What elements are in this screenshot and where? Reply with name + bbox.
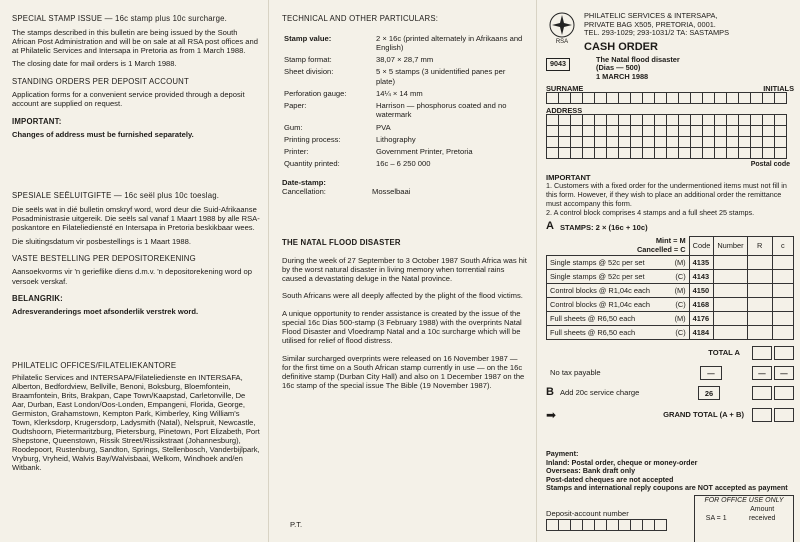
spec-row [284,101,526,121]
no-tax-label: No tax payable [550,368,601,378]
item-number-input[interactable] [714,325,747,339]
spec-key: Stamp value: [284,33,332,43]
datestamp-label: Date-stamp: [282,177,326,187]
stamp-order-row [547,325,794,339]
item-code: 4135 [689,255,714,269]
spec-value: 2 × 16c (printed alternately in Afrikaans and English) [376,33,523,52]
spec-key: Quantity printed: [284,159,340,169]
special-issue-heading: SPECIAL STAMP ISSUE — 16c stamp plus 10c surcharge. [12,14,228,23]
af-closing-date: Die sluitingsdatum vir posbestellings is 1 Maart 1988. [12,236,191,246]
cash-order-title: CASH ORDER [584,40,658,53]
service-charge-code: 26 [698,386,720,400]
cancellation-value: Mosselbaai [372,186,411,196]
payment-block [546,450,794,492]
tax-cents-box: — [774,366,794,380]
surname-field[interactable] [546,93,794,104]
af-important-heading: BELANGRIK: [12,293,63,303]
address-label: ADDRESS [546,105,583,115]
item-label-cell [547,297,690,311]
offices-text: Philatelic Services and INTERSAPA/Filateliedienste en INTERSAFA, Alberton, Bedfordview, Bellville, Benoni, Boksburg, Bloemfontein, Braamfontein, Brits, Brakpan, Cape Town/Kaapstad, Carletonville, De Aar, Durban, East London/Oos-Londen, Empangeni, Florida, George, Germiston, Grahamstown, Kempton Park, Kimberley, King William's Town, Klerksdorp, Krugersdorp, Ladysmith (Natal), Nelspruit, Newcastle, Oudtshoorn, Pietermaritzburg, Pietersburg, Pinetown, Port Elizabeth, Port Shepstone, Queenstown, Rissik Street/Rissikstraat (Johannesburg), Roodepoort, Rustenburg, Sandton, Springs, Stellenbosch, Vanderbijlpark, Vryburg, Vryheid, Walvis Bay/Walvisbaai, Welkom, Windhoek and/en Witbank. [12,373,260,472]
standing-orders-text: Application forms for a convenient service provided through a deposit account are supplied on request. [12,90,245,109]
spec-key: Printing process: [284,134,341,144]
spec-value: 16c – 6 250 000 [376,159,431,169]
item-cents-input[interactable] [772,297,793,311]
payment-heading: Payment: [546,449,579,459]
item-rand-input[interactable] [747,255,772,269]
item-label-cell [547,255,690,269]
stamp-order-row [547,311,794,325]
header-cents: c [772,236,793,255]
item-code: 4150 [689,283,714,297]
item-code: 4168 [689,297,714,311]
spec-row [284,55,526,65]
postal-code-label: Postal code [750,160,790,168]
offices-heading: PHILATELIC OFFICES/FILATELIEKANTORE [12,360,177,370]
standing-orders-heading: STANDING ORDERS PER DEPOSIT ACCOUNT [12,76,189,86]
item-cents-input[interactable] [772,269,793,283]
address-line-2: PRIVATE BAG X505, PRETORIA, 0001. [584,19,716,29]
legend-cancelled: Cancelled = C [636,244,686,254]
section-a-header [546,220,794,233]
spec-row [284,147,526,157]
flood-paragraph-1: During the week of 27 September to 3 October 1987 South Africa was hit by the worst natural disaster in living memory when torrential rains caused a devastating deluge in the Natal province. [282,255,527,283]
item-label: Full sheets @ R6,50 each [550,327,636,337]
stamp-order-row [547,283,794,297]
section-a-title: STAMPS: 2 × (16c + 10c) [559,222,648,232]
item-rand-input[interactable] [747,269,772,283]
cancellation-row [282,187,528,196]
subtitle-line-1: The Natal flood disaster [596,54,680,64]
service-cents-box[interactable] [774,386,794,400]
initials-label: INITIALS [763,83,794,93]
flood-heading: THE NATAL FLOOD DISASTER [282,238,401,247]
spec-key: Paper: [284,101,307,110]
item-type: (M) [674,285,686,295]
order-important-1: 1. Customers with a fixed order for the undermentioned items must not fill in this form. However, if they wish to place an additional order the remittance must accompany this form. [546,181,787,208]
section-a-letter: A [546,220,554,233]
af-important-text: Adresveranderings moet afsonderlik verstrek word. [12,307,199,317]
post-logo [546,12,578,54]
payment-line-3: Post-dated cheques are not accepted [546,474,674,484]
item-label: Single stamps @ 52c per set [550,271,645,281]
grand-total-rand-box[interactable] [752,408,772,422]
address-field[interactable] [546,115,794,159]
spec-row [284,123,526,133]
item-number-input[interactable] [714,297,747,311]
spec-value: PVA [376,122,391,132]
af-issue-text: Die seëls wat in dié bulletin omskryf word, word deur die Suid-Afrikaanse Posadministrasie uitgereik. Die seëls sal vanaf 1 Maart 1988 by alle RSA-poskantore en Filateliediensté en Intersapa in Pretoria beskikbaar wees. [12,204,260,233]
item-cents-input[interactable] [772,311,793,325]
item-type: (M) [674,313,686,323]
office-use-label: FOR OFFICE USE ONLY [704,496,784,504]
spec-key: Sheet division: [284,67,334,77]
subtitle-line-3: 1 MARCH 1988 [596,71,649,81]
af-standing-text: Aansoekvorms vir 'n gerieflike diens d.m.v. 'n depositorekening word op versoek verskaf. [12,267,252,286]
address-line-3: TEL. 293-1029; 293-1031/2 TA: SASTAMPS [584,28,730,38]
spec-key: Stamp format: [284,55,332,64]
column-order-form [536,0,800,542]
total-a-rand-box[interactable] [752,346,772,360]
spec-row [284,34,526,54]
total-a-row [546,346,794,360]
item-code: 4176 [689,311,714,325]
spec-value: 5 × 5 stamps (3 unidentified panes per plate) [376,67,506,86]
item-cents-input[interactable] [772,325,793,339]
item-number-input[interactable] [714,283,747,297]
column-info [0,0,268,542]
amount-received-label: Amount received [748,506,776,522]
tax-code-box: — [700,366,722,380]
item-rand-input[interactable] [747,283,772,297]
page-turn: P.T. [290,520,303,529]
tax-rand-box: — [752,366,772,380]
deposit-account-field[interactable] [546,520,686,531]
technical-heading: TECHNICAL AND OTHER PARTICULARS: [282,14,439,23]
deposit-account-label: Deposit-account number [546,508,629,518]
spec-key: Printer: [284,147,309,156]
closing-date: The closing date for mail orders is 1 March 1988. [12,59,177,69]
item-cents-input[interactable] [772,283,793,297]
item-type: (C) [675,327,686,337]
spec-value: 14¼ × 14 mm [376,88,423,98]
flood-paragraph-3: A unique opportunity to render assistance is created by the issue of the special 16c Dias 500-stamp (3 February 1988) with the overprints Natal Flood Disaster and Vloedramp Natal and a 10c surcharge which will be utilised for relief of flood distress. [282,308,522,346]
order-address-block [584,12,729,54]
spec-row [284,67,526,87]
af-issue-heading: SPESIALE SEËLUITGIFTE — 16c seël plus 10c toeslag. [12,191,220,201]
payment-line-4: Stamps and international reply coupons are NOT accepted as payment [546,483,788,493]
tax-row [546,366,794,380]
important-text: Changes of address must be furnished separately. [12,130,194,139]
item-number-input[interactable] [714,269,747,283]
header-code: Code [689,236,714,255]
spec-value: Government Printer, Pretoria [376,147,473,156]
item-label-cell [547,311,690,325]
address-line-1: PHILATELIC SERVICES & INTERSAPA, [584,11,718,20]
item-code: 4143 [689,269,714,283]
total-a-cents-box[interactable] [774,346,794,360]
stamps-table [546,236,794,340]
header-number: Number [714,236,747,255]
sa-label: SA = 1 [705,514,727,522]
section-b-row [546,386,794,400]
payment-line-2: Overseas: Bank draft only [546,466,636,476]
service-charge-label: Add 20c service charge [559,388,640,398]
post-emblem-icon [549,12,575,38]
item-label: Single stamps @ 52c per set [550,257,645,267]
flood-paragraph-2: South Africans were all deeply affected by the plight of the flood victims. [282,291,523,301]
legend-mint: Mint = M [655,236,686,246]
item-rand-input[interactable] [747,311,772,325]
item-number-input[interactable] [714,311,747,325]
specs-table [282,32,528,172]
stamp-order-row [547,255,794,269]
stamp-order-row [547,269,794,283]
rsa-label: RSA [555,39,569,45]
char-box[interactable] [774,147,787,159]
column-technical [268,0,536,542]
item-rand-input[interactable] [747,297,772,311]
important-heading: IMPORTANT: [12,116,62,126]
order-subtitle [596,56,680,82]
office-use-box [694,495,794,542]
special-issue-text: The stamps described in this bulletin are being issued by the South African Post Administration and will be on sale at all RSA post offices and at Philatelic Services and Intersapa in Pretoria as from 1 March 1988. [12,27,258,55]
section-b-letter: B [546,385,554,398]
flood-paragraph-4: Similar surcharged overprints were released on 16 November 1987 — for the first time on a South African stamp currently in use — on the 16c definitive stamp (Durban City Hall) and also on 1 December 1987 on the 16c stamp of the special issue The Bible (19 November 1987). [282,353,525,391]
office-use-fields [698,506,790,523]
surname-label: SURNAME [546,83,584,93]
item-cents-input[interactable] [772,255,793,269]
spec-value: 38,07 × 28,7 mm [376,55,434,64]
service-rand-box[interactable] [752,386,772,400]
cancellation-label: Cancellation: [282,186,326,196]
spec-row [284,159,526,169]
item-type: (C) [675,299,686,309]
payment-line-1: Inland: Postal order, cheque or money-order [546,457,698,467]
total-a-label: TOTAL A [708,348,740,358]
char-box[interactable] [774,92,787,104]
datestamp-row [282,178,528,187]
form-code: 9043 [546,58,570,71]
char-box[interactable] [654,519,667,531]
legend-cell [547,236,690,255]
item-label-cell [547,325,690,339]
spec-row [284,89,526,99]
item-rand-input[interactable] [747,325,772,339]
grand-total-cents-box[interactable] [774,408,794,422]
item-type: (C) [675,271,686,281]
office-row [546,495,794,542]
item-code: 4184 [689,325,714,339]
item-number-input[interactable] [714,255,747,269]
stamp-order-row [547,297,794,311]
grand-total-label: GRAND TOTAL (A + B) [663,410,744,420]
item-type: (M) [674,257,686,267]
spec-key: Perforation gauge: [284,88,347,98]
order-subtitle-row [546,54,794,82]
spec-value: Lithography [376,134,416,144]
deposit-account-block [546,509,686,533]
order-important-2: 2. A control block comprises 4 stamps and a full sheet 25 stamps. [546,207,755,217]
arrow-icon: ➡ [546,407,557,422]
subtitle-line-2: (Dias — 500) [596,63,641,73]
item-label: Control blocks @ R1,04c each [550,299,650,309]
spec-key: Gum: [284,122,303,132]
header-rand: R [747,236,772,255]
item-label-cell [547,283,690,297]
order-important-heading: IMPORTANT [546,173,591,183]
grand-total-row [546,408,794,423]
order-header [546,12,794,54]
item-label: Full sheets @ R6,50 each [550,313,636,323]
spec-row [284,135,526,145]
item-label-cell [547,269,690,283]
af-standing-heading: VASTE BESTELLING PER DEPOSITOREKENING [12,253,196,263]
item-label: Control blocks @ R1,04c each [550,285,650,295]
spec-value: Harrison — phosphorus coated and no watermark [376,101,507,120]
